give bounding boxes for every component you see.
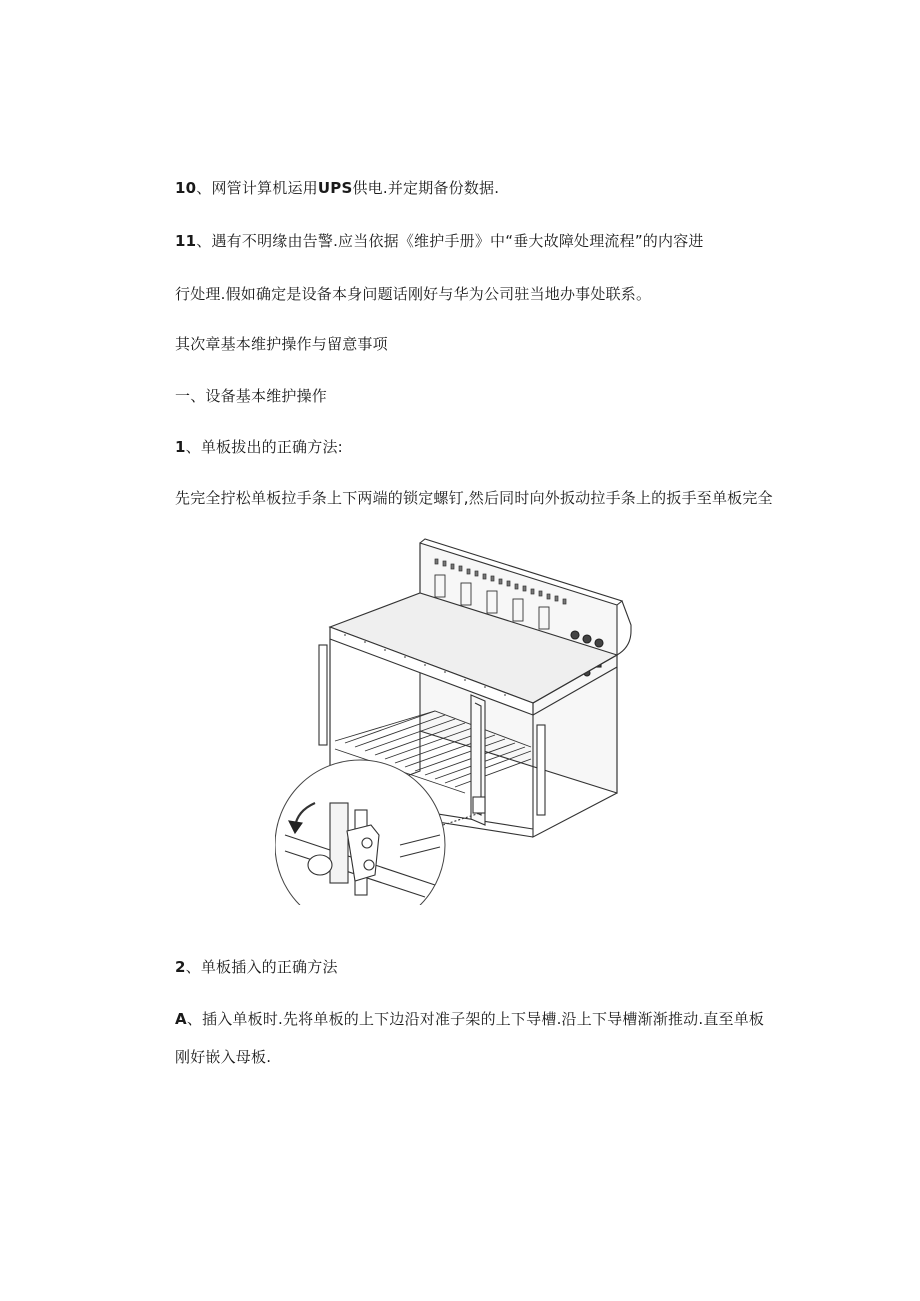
paragraph-11-continued: 行处理.假如确定是设备本身问题话刚好与华为公司驻当地办事处联系。: [175, 285, 652, 303]
paragraph-text: 、遇有不明缘由告警.应当依据《维护手册》中“垂大故障处理流程”的内容进: [196, 232, 704, 250]
item-number: 10: [175, 179, 197, 197]
item-2-heading: [175, 957, 338, 977]
ups-term: UPS: [317, 179, 353, 197]
subrack-diagram-icon: [275, 535, 660, 905]
item-number: 1: [175, 438, 186, 456]
item-text: 、单板拔出的正确方法:: [185, 438, 343, 456]
item-text: 、单板插入的正确方法: [185, 958, 338, 976]
item-number: 11: [175, 232, 197, 250]
item-1-body: 先完全拧松单板拉手条上下两端的锁定螺钉,然后同时向外扳动拉手条上的扳手至单板完全: [175, 489, 773, 507]
paragraph-text: 、网管计算机运用: [196, 179, 318, 197]
item-number: 2: [175, 958, 186, 976]
paragraph-11: [175, 231, 704, 251]
section-heading: 一、设备基本维护操作: [175, 387, 328, 405]
paragraph-10: [175, 178, 499, 198]
item-a-continued: 刚好嵌入母板.: [175, 1048, 272, 1066]
item-text: 、插入单板时.先将单板的上下边沿对准子架的上下导槽.沿上下导槽渐渐推动.直至单板: [186, 1010, 765, 1028]
item-letter: A: [175, 1010, 187, 1028]
item-1-heading: [175, 437, 343, 457]
item-a: [175, 1009, 764, 1029]
paragraph-text-tail: 供电.并定期备份数据.: [352, 179, 500, 197]
chapter-heading: 其次章基本维护操作与留意事项: [175, 335, 388, 353]
